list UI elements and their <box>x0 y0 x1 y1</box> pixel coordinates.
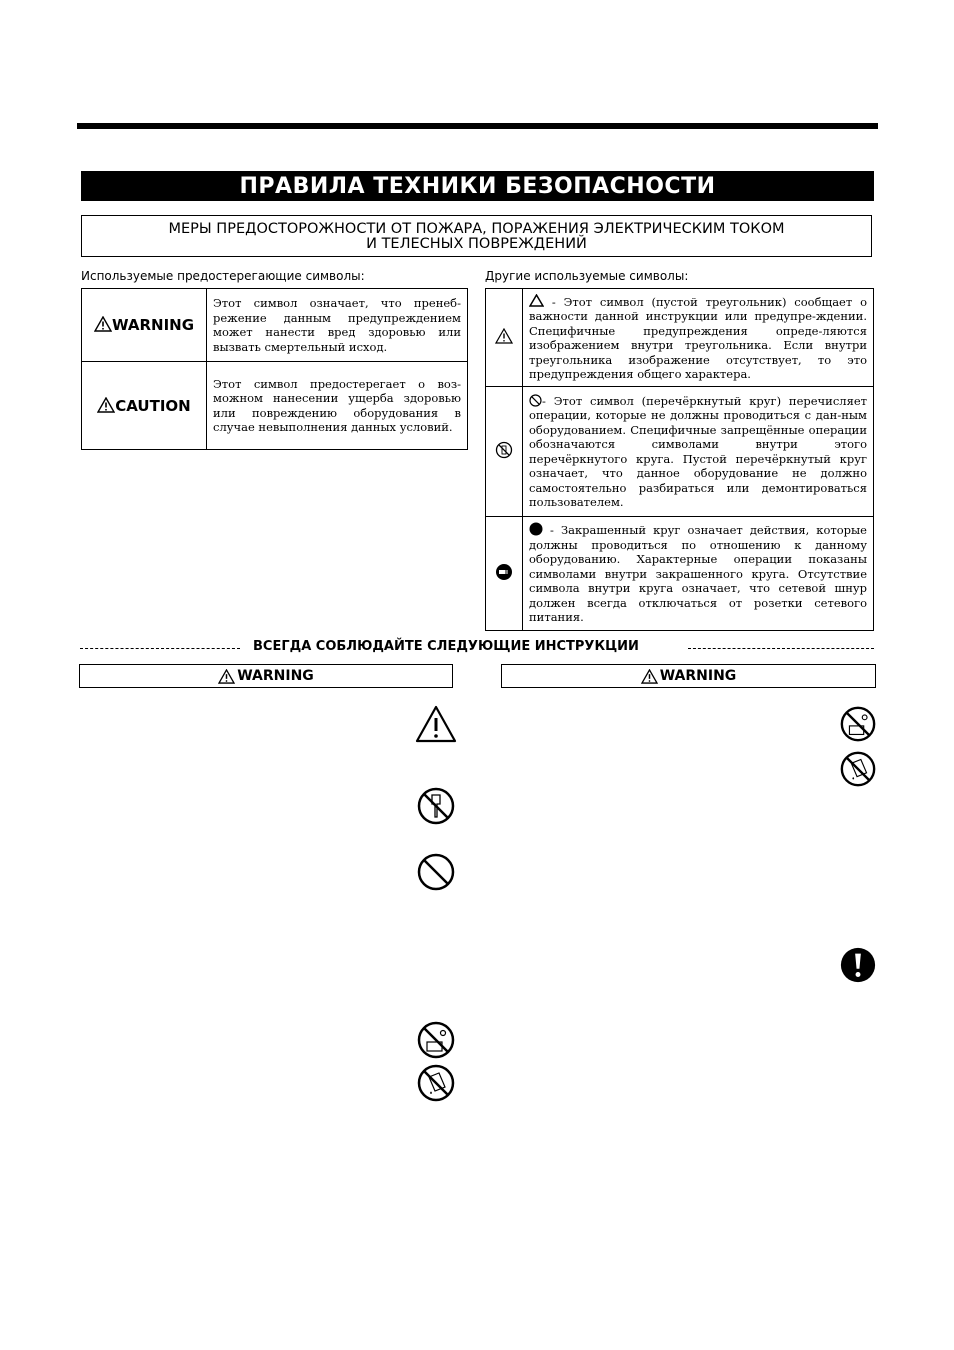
caution-triangle-icon <box>97 397 115 413</box>
do-not-disassemble-icon <box>416 786 456 826</box>
warning-symbols-table <box>81 288 468 450</box>
caution-label: CAUTION <box>115 396 191 415</box>
warning-symbols-caption: Используемые предостерегающие символы: <box>81 269 365 283</box>
right-warning-triangle-icon <box>641 669 658 684</box>
warning-row <box>82 289 468 362</box>
subtitle-line-2: И ТЕЛЕСНЫХ ПОВРЕЖДЕНИЙ <box>366 236 587 252</box>
warning-triangle-icon <box>94 316 112 332</box>
unplug-icon <box>495 563 513 581</box>
caution-description: Этот символ предостерегает о воз-можном нанесении ущерба здоровью или повреждению оборудования в случае невыполнения данных условий. <box>207 362 468 450</box>
subtitle-line-1: МЕРЫ ПРЕДОСТОРОЖНОСТИ ОТ ПОЖАРА, ПОРАЖЕНИЯ ЭЛЕКТРИЧЕСКИМ ТОКОМ <box>168 221 785 237</box>
no-water-icon <box>416 1063 456 1103</box>
dashed-rule-left <box>80 648 240 649</box>
warning-description: Этот символ означает, что пренеб-режение данным предупреждением может нанести вред здоровью или вызвать смертельный исход. <box>207 289 468 362</box>
right-no-water-icon <box>839 750 877 788</box>
mandatory-action-icon <box>839 946 877 984</box>
left-warning-triangle-icon <box>218 669 235 684</box>
filled-circle-symbol-description: - Закрашенный круг означает действия, которые должны проводиться по отношению к данному оборудованию. Характерные операции показаны символами внутри закрашенного круга. Отсутствие символа внутри круга означает, что сетевой шнур должен всегда отключаться от розетки сетевого питания. <box>529 523 867 625</box>
dashed-rule-right <box>688 648 874 649</box>
left-warning-box <box>79 664 453 688</box>
other-symbols-table <box>485 288 874 631</box>
top-rule <box>77 123 878 129</box>
left-warning-label: WARNING <box>237 668 314 684</box>
triangle-alert-icon <box>495 328 513 344</box>
filled-circle-symbol-row <box>486 517 874 631</box>
right-warning-label: WARNING <box>659 668 737 684</box>
instructions-heading: ВСЕГДА СОБЛЮДАЙТЕ СЛЕДУЮЩИЕ ИНСТРУКЦИИ <box>253 639 639 654</box>
prohibited-icon <box>416 852 456 892</box>
right-no-children-icon <box>839 705 877 743</box>
crossed-circle-icon <box>529 394 542 407</box>
filled-circle-icon <box>529 522 543 536</box>
general-caution-icon <box>415 705 457 743</box>
empty-triangle-icon <box>529 294 544 307</box>
other-symbols-caption: Другие используемые символы: <box>485 269 689 283</box>
crossed-circle-symbol-row <box>486 387 874 517</box>
prohibited-disassembly-icon <box>495 441 513 459</box>
no-children-icon <box>416 1020 456 1060</box>
triangle-symbol-row <box>486 289 874 387</box>
right-warning-box <box>501 664 876 688</box>
caution-row <box>82 362 468 450</box>
crossed-circle-symbol-description: - Этот символ (перечёркнутый круг) перечисляет операции, которые не должны проводиться с дан-ным оборудованием. Специфичные запрещённые операции обозначаются символами внутри этого перечёркнутого круга. Пустой перечёркнутый круг означает, что данное оборудование не должно самостоятельно разбираться или демонтироваться пользователем. <box>529 393 867 509</box>
subtitle-box <box>81 215 872 257</box>
page-title: ПРАВИЛА ТЕХНИКИ БЕЗОПАСНОСТИ <box>81 171 874 201</box>
warning-label: WARNING <box>111 316 195 334</box>
triangle-symbol-description: - Этот символ (пустой треугольник) сообщает о важности данной инструкции или предупре-ждении. Специфичные предупреждения опреде-ляются изображением внутри треугольника. Если внутри треугольника изображение отсутствует, то это предупреждения общего характера. <box>529 294 867 381</box>
